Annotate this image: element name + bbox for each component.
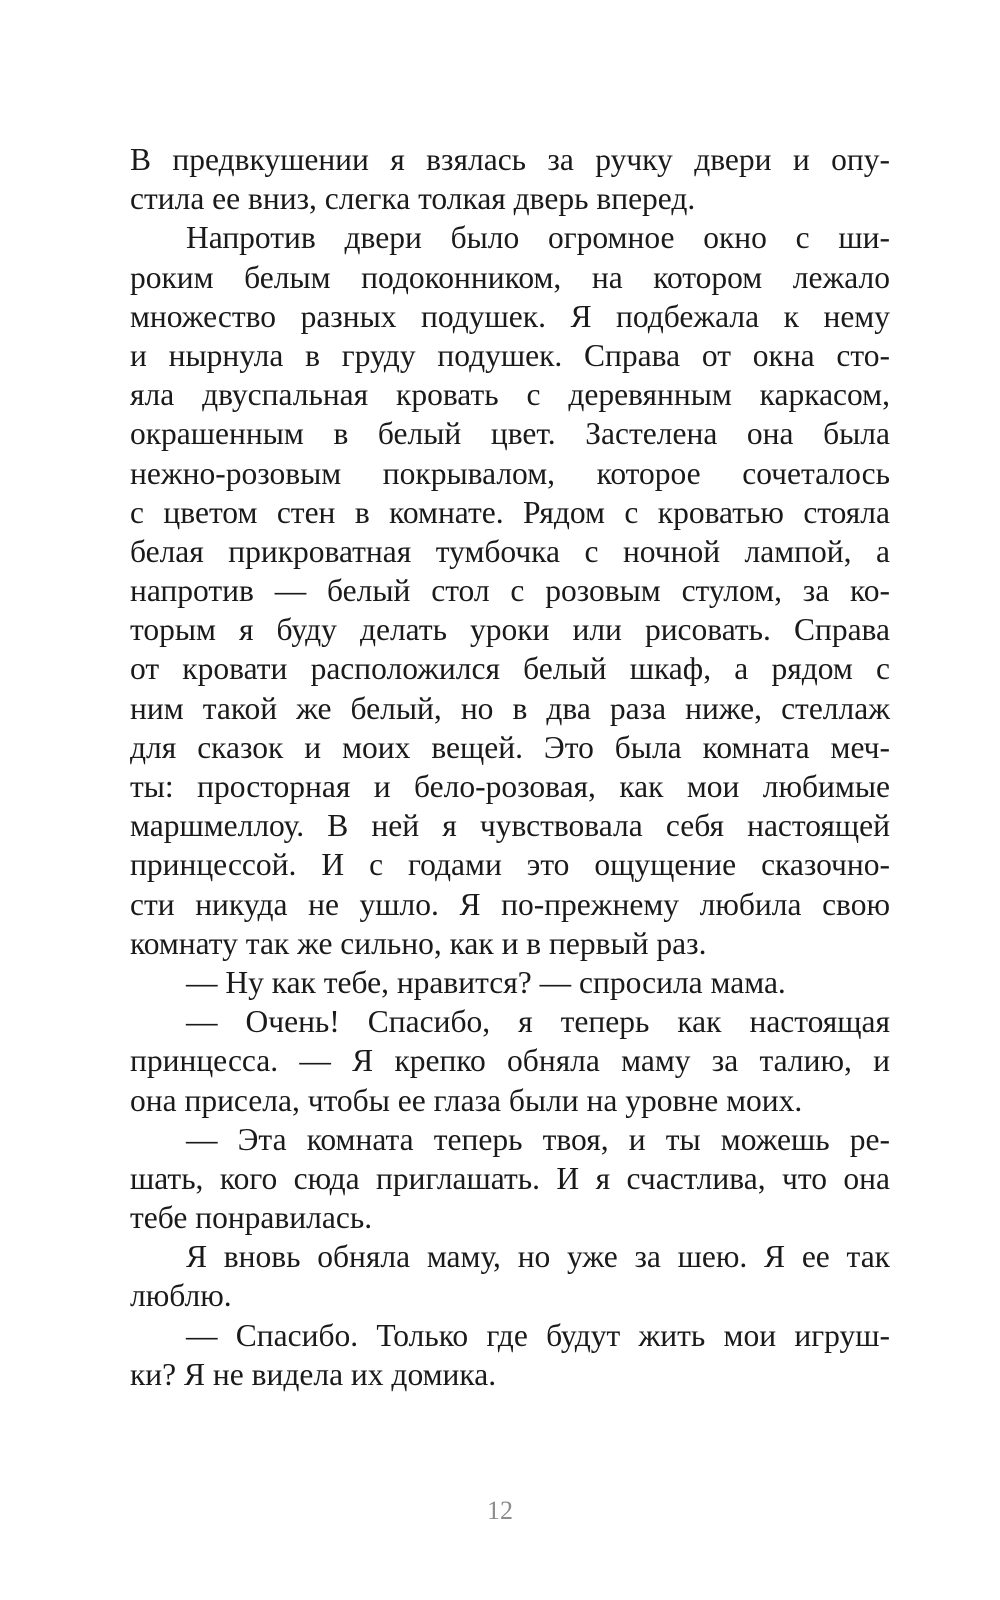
text-line: она присела, чтобы ее глаза были на уровне моих. — [130, 1082, 803, 1118]
text-line: торым я буду делать уроки или рисовать. Справа — [130, 612, 890, 648]
text-line: яла двуспальная кровать с деревянным каркасом, — [130, 377, 890, 413]
text-line: комнату так же сильно, как и в первый раз. — [130, 925, 707, 961]
text-line: от кровати расположился белый шкаф, а рядом с — [130, 651, 890, 687]
text-line: с цветом стен в комнате. Рядом с кроватью стояла — [130, 494, 890, 530]
text-line: Напротив двери было огромное окно с ши- — [186, 220, 890, 256]
text-line: — Ну как тебе, нравится? — спросила мама. — [186, 964, 786, 1000]
text-line: маршмеллоу. В ней я чувствовала себя настоящей — [130, 808, 890, 844]
text-line: белая прикроватная тумбочка с ночной лампой, а — [130, 533, 890, 569]
text-line: и нырнула в груду подушек. Справа от окна сто- — [130, 337, 890, 373]
text-line: роким белым подоконником, на котором лежало — [130, 259, 890, 295]
text-line: напротив — белый стол с розовым стулом, за ко- — [130, 573, 890, 609]
text-line: нежно-розовым покрывалом, которое сочеталось — [130, 455, 890, 491]
text-line: В предвкушении я взялась за ручку двери и опу- — [130, 142, 890, 177]
text-line: шать, кого сюда приглашать. И я счастлива, что она — [130, 1160, 890, 1196]
text-line: Я вновь обняла маму, но уже за шею. Я ее так — [186, 1239, 890, 1275]
text-line: стила ее вниз, слегка толкая дверь вперед. — [130, 181, 696, 217]
page-body — [130, 140, 890, 1394]
text-line: принцесса. — Я крепко обняла маму за талию, и — [130, 1043, 890, 1079]
text-line: принцессой. И с годами это ощущение сказочно- — [130, 847, 890, 883]
text-line: множество разных подушек. Я подбежала к нему — [130, 298, 890, 334]
text-line: — Очень! Спасибо, я теперь как настоящая — [186, 1004, 890, 1040]
text-line: сти никуда не ушло. Я по-прежнему любила свою — [130, 886, 890, 922]
text-line: ним такой же белый, но в два раза ниже, стеллаж — [130, 690, 890, 726]
text-line: — Спасибо. Только где будут жить мои игруш- — [186, 1317, 890, 1353]
text-line: ки? Я не видела их домика. — [130, 1356, 497, 1392]
page-number: 12 — [487, 1496, 513, 1525]
text-line: для сказок и моих вещей. Это была комната меч- — [130, 729, 890, 765]
text-line: — Эта комната теперь твоя, и ты можешь ре- — [186, 1121, 890, 1157]
text-line: тебе понравилась. — [130, 1200, 373, 1236]
text-line: люблю. — [130, 1278, 232, 1314]
text-line: окрашенным в белый цвет. Застелена она была — [130, 416, 890, 452]
text-line: ты: просторная и бело-розовая, как мои любимые — [130, 769, 890, 804]
